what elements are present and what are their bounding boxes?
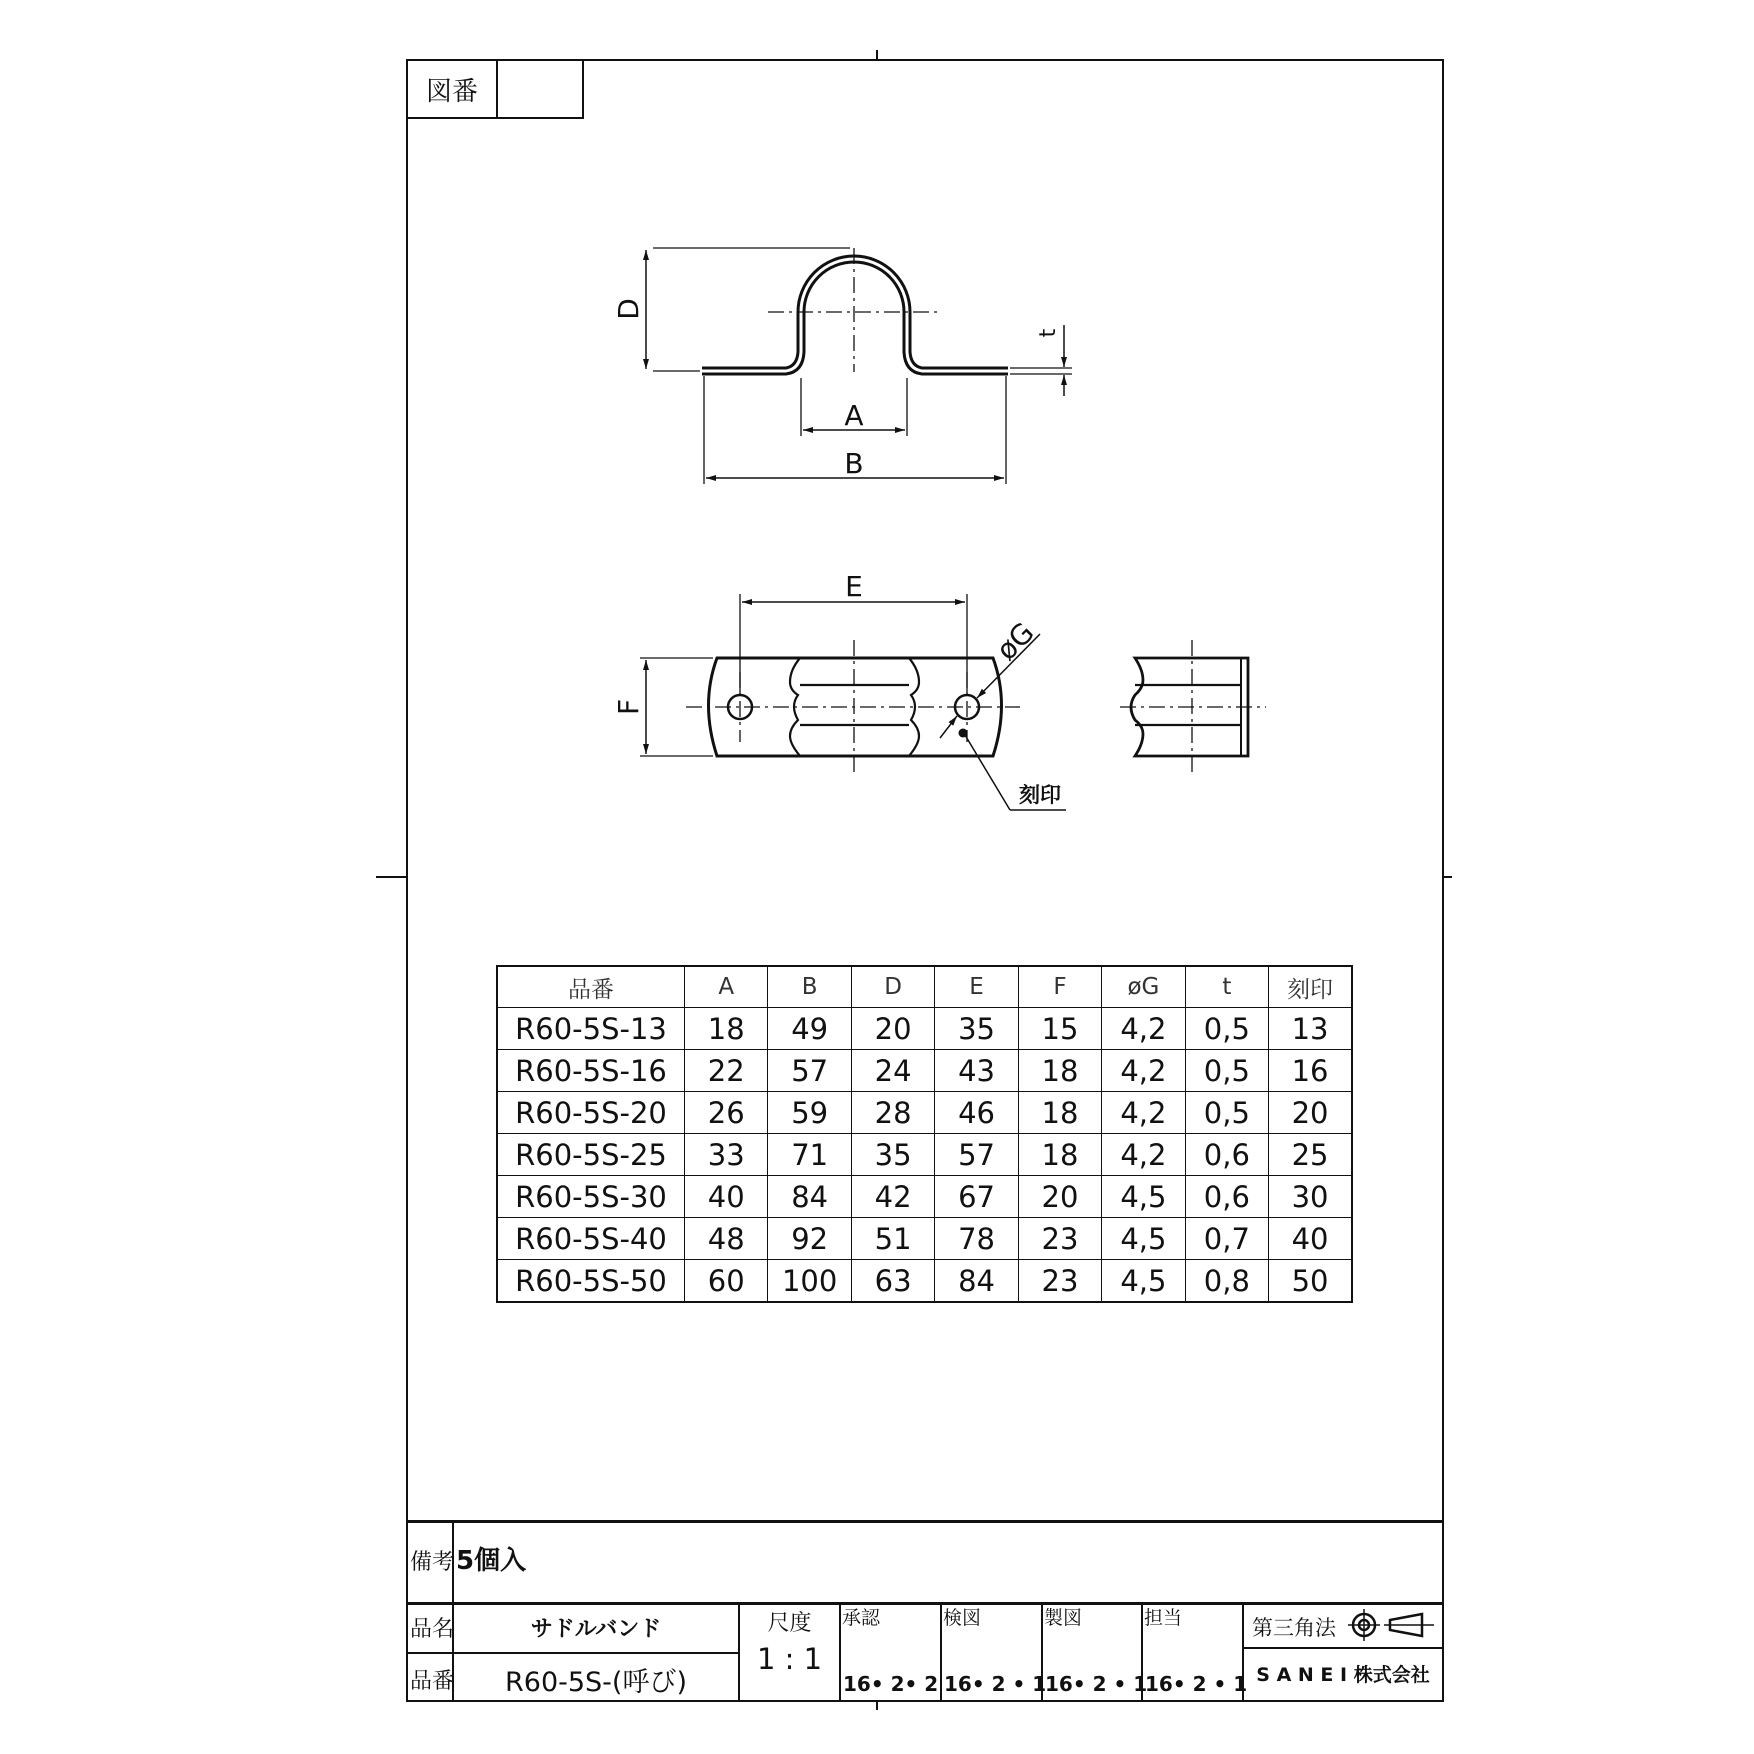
cell-a: 18 bbox=[685, 1008, 768, 1050]
tb-line bbox=[406, 1520, 1444, 1523]
cell-stamp: 13 bbox=[1269, 1008, 1352, 1050]
dim-f-label: F bbox=[612, 698, 645, 716]
cell-f: 20 bbox=[1018, 1176, 1101, 1218]
check-date: 16• 2 • 1 bbox=[944, 1672, 1047, 1696]
cell-b: 49 bbox=[768, 1008, 851, 1050]
cell-t: 0,6 bbox=[1185, 1176, 1268, 1218]
cell-e: 46 bbox=[935, 1092, 1018, 1134]
cell-part-no: R60-5S-13 bbox=[497, 1008, 685, 1050]
col-header-a: A bbox=[685, 966, 768, 1008]
col-header-g: øG bbox=[1102, 966, 1185, 1008]
cell-part-no: R60-5S-30 bbox=[497, 1176, 685, 1218]
table-row bbox=[497, 1176, 1352, 1218]
cell-t: 0,8 bbox=[1185, 1260, 1268, 1303]
charge-label: 担当 bbox=[1144, 1607, 1183, 1629]
cell-b: 84 bbox=[768, 1176, 851, 1218]
company-name: S A N E I 株式会社 bbox=[1256, 1664, 1430, 1686]
cell-b: 57 bbox=[768, 1050, 851, 1092]
table-row bbox=[497, 1050, 1352, 1092]
cell-d: 28 bbox=[851, 1092, 934, 1134]
col-header-d: D bbox=[851, 966, 934, 1008]
part-number-value: R60-5S-(呼び) bbox=[505, 1667, 687, 1698]
product-name-value: サドルバンド bbox=[530, 1617, 662, 1642]
cell-e: 43 bbox=[935, 1050, 1018, 1092]
dim-b-label: B bbox=[844, 447, 864, 480]
table-row bbox=[497, 1218, 1352, 1260]
cell-a: 40 bbox=[685, 1176, 768, 1218]
check-label: 検図 bbox=[943, 1607, 982, 1629]
cell-d: 63 bbox=[851, 1260, 934, 1303]
cell-part-no: R60-5S-20 bbox=[497, 1092, 685, 1134]
spec-table bbox=[496, 965, 1353, 1303]
cell-d: 35 bbox=[851, 1134, 934, 1176]
cell-a: 22 bbox=[685, 1050, 768, 1092]
drawn-label: 製図 bbox=[1044, 1607, 1083, 1629]
tb-line bbox=[940, 1602, 942, 1702]
cell-b: 100 bbox=[768, 1260, 851, 1303]
col-header-b: B bbox=[768, 966, 851, 1008]
cell-t: 0,7 bbox=[1185, 1218, 1268, 1260]
table-header-row bbox=[497, 966, 1352, 1008]
drawn-date: 16• 2 • 1 bbox=[1045, 1672, 1148, 1696]
cell-stamp: 50 bbox=[1269, 1260, 1352, 1303]
stamp-label: 刻印 bbox=[1019, 783, 1061, 807]
table-row bbox=[497, 1260, 1352, 1303]
dim-d-label: D bbox=[612, 298, 645, 320]
part-number-label: 品番 bbox=[410, 1669, 455, 1694]
dim-a-label: A bbox=[844, 399, 864, 432]
cell-stamp: 20 bbox=[1269, 1092, 1352, 1134]
remarks-value: 5個入 bbox=[456, 1546, 527, 1576]
col-header-e: E bbox=[935, 966, 1018, 1008]
cell-f: 23 bbox=[1018, 1218, 1101, 1260]
top-view bbox=[640, 594, 1066, 810]
tb-line bbox=[1242, 1647, 1444, 1649]
tb-line bbox=[839, 1602, 841, 1702]
cell-a: 60 bbox=[685, 1260, 768, 1303]
approval-date: 16• 2• 2 bbox=[843, 1672, 939, 1696]
cell-e: 67 bbox=[935, 1176, 1018, 1218]
cell-f: 18 bbox=[1018, 1050, 1101, 1092]
cell-t: 0,5 bbox=[1185, 1050, 1268, 1092]
cell-stamp: 40 bbox=[1269, 1218, 1352, 1260]
cell-e: 84 bbox=[935, 1260, 1018, 1303]
cell-b: 71 bbox=[768, 1134, 851, 1176]
cell-e: 78 bbox=[935, 1218, 1018, 1260]
col-header-part-no: 品番 bbox=[497, 966, 685, 1008]
cell-part-no: R60-5S-50 bbox=[497, 1260, 685, 1303]
projection-label: 第三角法 bbox=[1252, 1616, 1336, 1640]
tb-line bbox=[406, 1602, 1444, 1605]
cell-g: 4,5 bbox=[1102, 1260, 1185, 1303]
stamp-dot bbox=[959, 729, 968, 738]
charge-date: 16• 2 • 1 bbox=[1145, 1672, 1248, 1696]
dim-e-label: E bbox=[845, 570, 863, 603]
cell-d: 20 bbox=[851, 1008, 934, 1050]
side-view bbox=[1120, 640, 1266, 772]
cell-t: 0,5 bbox=[1185, 1008, 1268, 1050]
drawing-number-label: 図番 bbox=[408, 61, 498, 117]
cell-stamp: 16 bbox=[1269, 1050, 1352, 1092]
cell-d: 42 bbox=[851, 1176, 934, 1218]
remarks-label: 備考 bbox=[410, 1550, 455, 1575]
dim-t-label: t bbox=[1036, 328, 1061, 338]
third-angle-projection-icon bbox=[1348, 1606, 1438, 1644]
cell-f: 23 bbox=[1018, 1260, 1101, 1303]
cell-g: 4,2 bbox=[1102, 1008, 1185, 1050]
cell-a: 48 bbox=[685, 1218, 768, 1260]
table-row bbox=[497, 1092, 1352, 1134]
cell-f: 18 bbox=[1018, 1134, 1101, 1176]
tb-line bbox=[406, 1652, 739, 1654]
col-header-f: F bbox=[1018, 966, 1101, 1008]
cell-g: 4,5 bbox=[1102, 1218, 1185, 1260]
cell-part-no: R60-5S-25 bbox=[497, 1134, 685, 1176]
cell-f: 18 bbox=[1018, 1092, 1101, 1134]
cell-f: 15 bbox=[1018, 1008, 1101, 1050]
cell-b: 59 bbox=[768, 1092, 851, 1134]
approval-label: 承認 bbox=[842, 1607, 881, 1629]
col-header-t: t bbox=[1185, 966, 1268, 1008]
cell-t: 0,6 bbox=[1185, 1134, 1268, 1176]
cell-stamp: 25 bbox=[1269, 1134, 1352, 1176]
cell-a: 33 bbox=[685, 1134, 768, 1176]
cell-b: 92 bbox=[768, 1218, 851, 1260]
table-row bbox=[497, 1134, 1352, 1176]
cell-stamp: 30 bbox=[1269, 1176, 1352, 1218]
table-row bbox=[497, 1008, 1352, 1050]
scale-value: 1 : 1 bbox=[756, 1642, 823, 1676]
dim-g-label: øG bbox=[989, 615, 1041, 667]
cell-g: 4,2 bbox=[1102, 1134, 1185, 1176]
col-header-stamp: 刻印 bbox=[1269, 966, 1352, 1008]
cell-d: 24 bbox=[851, 1050, 934, 1092]
cell-part-no: R60-5S-16 bbox=[497, 1050, 685, 1092]
scale-label: 尺度 bbox=[767, 1611, 812, 1636]
cell-g: 4,2 bbox=[1102, 1050, 1185, 1092]
cell-part-no: R60-5S-40 bbox=[497, 1218, 685, 1260]
cell-a: 26 bbox=[685, 1092, 768, 1134]
cell-g: 4,2 bbox=[1102, 1092, 1185, 1134]
cell-t: 0,5 bbox=[1185, 1092, 1268, 1134]
cell-d: 51 bbox=[851, 1218, 934, 1260]
product-name-label: 品名 bbox=[410, 1617, 455, 1642]
cell-e: 57 bbox=[935, 1134, 1018, 1176]
cell-e: 35 bbox=[935, 1008, 1018, 1050]
cell-g: 4,5 bbox=[1102, 1176, 1185, 1218]
